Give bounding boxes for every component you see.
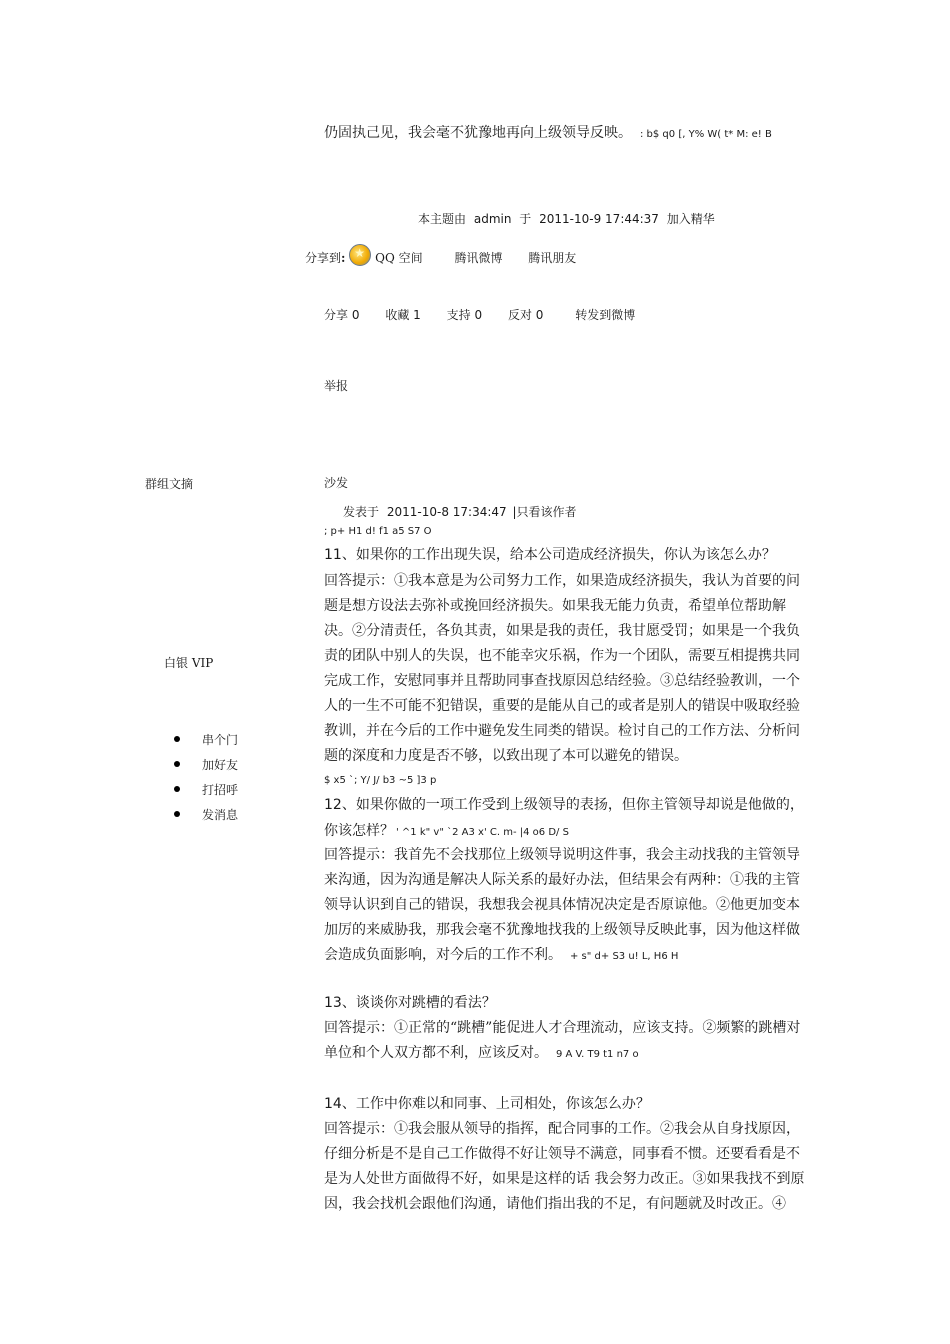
oppose-action[interactable]: 反对 0 xyxy=(507,308,544,322)
share-action[interactable]: 分享 0 xyxy=(324,308,360,322)
report-link[interactable]: 举报 xyxy=(324,379,349,393)
user-menu xyxy=(174,730,238,830)
menu-greet[interactable]: 打招呼 xyxy=(174,780,238,805)
share-label: 分享到 xyxy=(305,251,342,265)
user-group-label: 群组文摘 xyxy=(145,477,194,491)
answer-13: 回答提示：①正常的“跳槽”能促进人才合理流动，应该支持。②频繁的跳槽对单位和个人双方都不利，应该反对。 9 A V. T9 t1 n7 o xyxy=(324,1020,801,1061)
menu-visit[interactable]: 串个门 xyxy=(174,730,238,755)
share-bar: 分享到: ★ QQ 空间 腾讯微博 腾讯朋友 xyxy=(305,244,576,266)
noise-text: $ x5 `; Y/ J/ b3 ~5 ]3 p xyxy=(324,775,437,786)
question-12-line2: 你该怎样？ ' ^1 k" v" `2 A3 x' C. m- |4 o6 D/ S xyxy=(324,823,569,839)
post-floor: 沙发 xyxy=(324,476,349,490)
share-tencent-friends[interactable]: 腾讯朋友 xyxy=(528,251,577,265)
fragment-text: 仍固执己见，我会毫不犹豫地再向上级领导反映。 xyxy=(324,125,632,141)
answer-14: 回答提示：①我会服从领导的指挥，配合同事的工作。②我会从自身找原因，仔细分析是不是自己工作做得不好让领导不满意，同事看不惯。还要看看是不是为人处世方面做得不好，如果是这样的话 我会努力改正。③如果我找不到原因，我会找机会跟他们沟通，请他们指出我的不足，有问题就及时改正。④ xyxy=(324,1121,805,1212)
post-meta: 发表于 2011-10-8 17:34:47 |只看该作者 xyxy=(343,505,577,519)
post-datetime: 2011-10-8 17:34:47 xyxy=(386,505,507,519)
noise-text: + s" d+ S3 u! L, H6 H xyxy=(570,951,679,962)
user-rank: 白银 VIP xyxy=(164,656,214,670)
question-12: 12、如果你做的一项工作受到上级领导的表扬，但你主管领导却说是他做的， xyxy=(324,797,804,813)
post-actions xyxy=(324,306,635,323)
question-11: 11、如果你的工作出现失误，给本公司造成经济损失，你认为该怎么办？ xyxy=(324,547,776,563)
noise-text: : b$ q0 [, Y% W( t* M: e! B xyxy=(640,129,772,140)
answer-11: 回答提示：①我本意是为公司努力工作，如果造成经济损失，我认为首要的问题是想方设法去弥补或挽回经济损失。如果我无能力负责，希望单位帮助解决。②分清责任，各负其责，如果是我的责任，我甘愿受罚；如果是一个我负责的团队中别人的失误，也不能幸灾乐祸，作为一个团队，需要互相提携共同完成工作，安慰同事并且帮助同事查找原因总结经验。③总结经验教训，一个人的一生不可能不犯错误，重要的是能从自己的或者是别人的错误中吸取经验教训，并在今后的工作中避免发生同类的错误。检讨自己的工作方法、分析问题的深度和力度是否不够，以致出现了本可以避免的错误。 xyxy=(324,573,800,764)
noise-text: ' ^1 k" v" `2 A3 x' C. m- |4 o6 D/ S xyxy=(396,827,569,838)
digest-user[interactable]: admin xyxy=(473,212,512,226)
noise-text: 9 A V. T9 t1 n7 o xyxy=(556,1049,639,1060)
question-14: 14、工作中你难以和同事、上司相处，你该怎么办？ xyxy=(324,1096,650,1112)
question-13: 13、谈谈你对跳槽的看法？ xyxy=(324,995,496,1011)
menu-send-message[interactable]: 发消息 xyxy=(174,805,238,830)
digest-notice: 本主题由 admin 于 2011-10-9 17:44:37 加入精华 xyxy=(418,212,715,226)
menu-add-friend[interactable]: 加好友 xyxy=(174,755,238,780)
only-author-link[interactable]: 只看该作者 xyxy=(516,505,577,519)
forward-weibo-action[interactable]: 转发到微博 xyxy=(575,308,636,322)
digest-datetime: 2011-10-9 17:44:37 xyxy=(539,212,659,226)
favorite-action[interactable]: 收藏 1 xyxy=(385,308,421,322)
noise-text: ; p+ H1 d! f1 a5 S7 O xyxy=(324,526,432,537)
qq-zone-star-icon xyxy=(349,244,371,266)
support-action[interactable]: 支持 0 xyxy=(446,308,483,322)
post-fragment-top xyxy=(324,122,772,142)
share-qq-zone[interactable]: QQ 空间 xyxy=(375,251,423,265)
share-tencent-weibo[interactable]: 腾讯微博 xyxy=(454,251,503,265)
answer-12: 回答提示：我首先不会找那位上级领导说明这件事，我会主动找我的主管领导来沟通，因为沟通是解决人际关系的最好办法，但结果会有两种：①我的主管领导认识到自己的错误，我想我会视具体情况决定是否原谅他。②他更加变本加厉的来威胁我，那我会毫不犹豫地找我的上级领导反映此事，因为他这样做会造成负面影响，对今后的工作不利。 + s" d+ S3 u! L, H6 H xyxy=(324,847,800,963)
